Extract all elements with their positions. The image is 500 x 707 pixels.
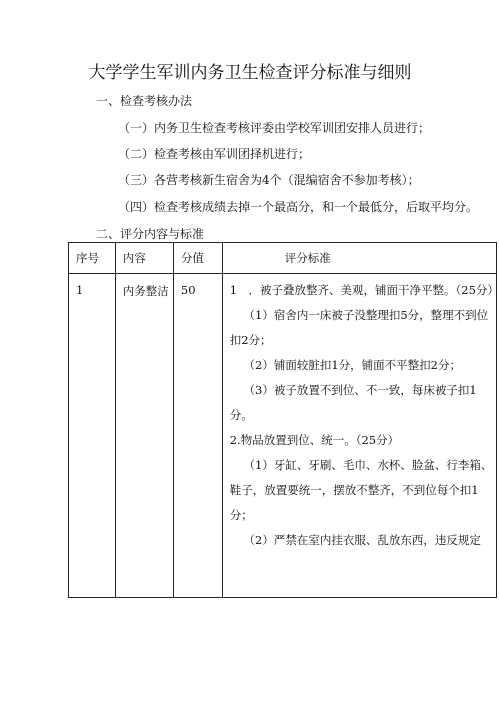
table-header-row [69,243,497,274]
cell-content: 内务整洁 [115,274,173,598]
method-item-4: （四）检查考核成绩去掉一个最高分，和一个最低分，后取平均分。 [118,200,479,214]
criteria-line: （2）严禁在室内挂衣服、乱放东西，违反规定 [243,533,481,547]
header-criteria: 评分标准 [222,243,496,274]
criteria-line: （1）牙缸、牙刷、毛巾、水杯、脸盆、行李箱、鞋子，放置要统一，摆放不整齐，不到位每个扣1分； [229,458,493,522]
cell-criteria [222,274,499,598]
method-item-3: （三）各营考核新生宿舍为4个（混编宿舍不参加考核）； [118,173,420,187]
method-item-2: （二）检查考核由军训团择机进行； [118,147,311,161]
header-content: 内容 [115,243,173,274]
criteria-line: 1 ．被子叠放整齐、美观，铺面干净平整。（25分） [229,283,499,297]
criteria-line: （2）铺面较脏扣1分，铺面不平整扣2分； [243,358,461,372]
section-heading-criteria: 二、评分内容与标准 [96,227,205,241]
criteria-line: 2.物品放置到位、统一。（25分） [229,433,400,447]
criteria-line: （1）宿舍内一床被子没整理扣5分，整理不到位扣2分； [229,308,489,347]
method-item-1: （一）内务卫生检查考核评委由学校军训团安排人员进行； [118,121,431,135]
header-no: 序号 [69,243,116,274]
table-row [69,274,497,598]
page-title: 大学学生军训内务卫生检查评分标准与细则 [88,63,412,83]
criteria-line: （3）被子放置不到位、不一致，每床被子扣1分。 [229,383,477,422]
cell-score: 50 [173,274,222,598]
scoring-table [68,242,497,598]
header-score: 分值 [173,243,222,274]
section-heading-methods: 一、检查考核办法 [96,94,193,108]
cell-no: 1 [69,274,116,598]
